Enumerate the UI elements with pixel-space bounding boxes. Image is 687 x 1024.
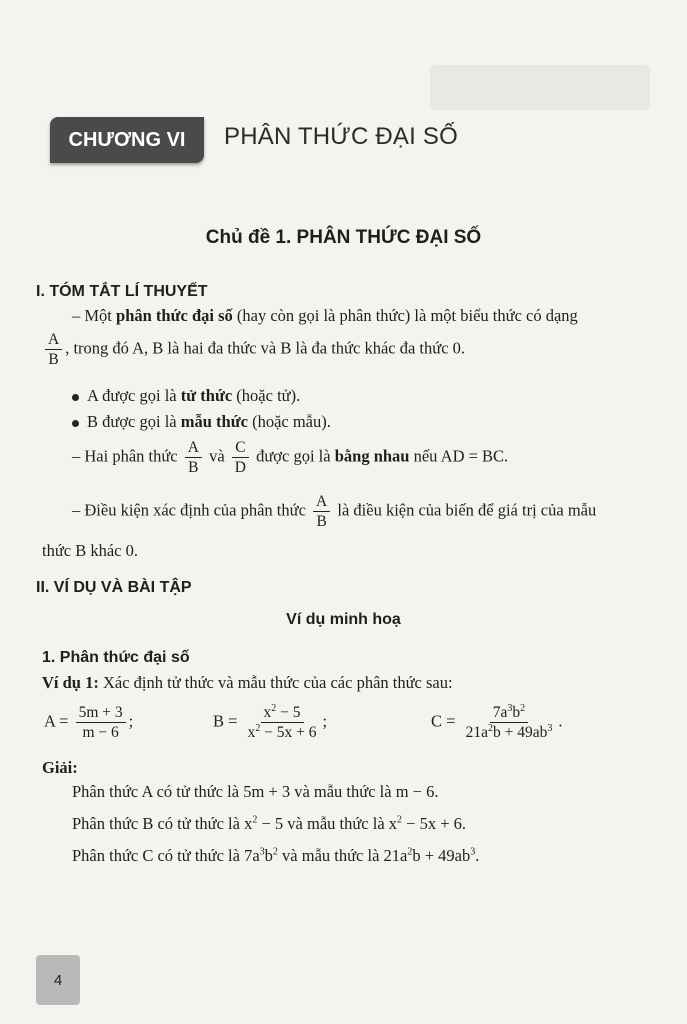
text: nếu AD = BC. [409, 446, 509, 466]
exponent: 2 [520, 702, 526, 714]
theory-paragraph-4 [72, 492, 662, 531]
numerator [261, 703, 304, 723]
fraction [76, 703, 126, 742]
fraction-a-over-b [185, 438, 202, 477]
text: x [244, 814, 253, 833]
text: – Điều kiện xác định của phân thức [72, 500, 306, 520]
formula-c: C = $\frac{7a^3b^2}{21a^2b + 49ab^3}$ . [431, 702, 563, 741]
term-denominator: mẫu thức [180, 412, 248, 431]
fraction-c-over-d [232, 438, 249, 477]
text: A được gọi là [87, 386, 181, 405]
text: − 5 [276, 704, 301, 721]
numerator: C [232, 438, 248, 458]
denominator: B [316, 513, 327, 530]
example-1-prompt [42, 672, 453, 694]
text: và mẫu thức là [283, 814, 389, 833]
text: 7a [244, 846, 260, 865]
text: x [263, 704, 272, 721]
exponent: 3 [547, 722, 553, 734]
topic-title: Chủ đề 1. PHÂN THỨC ĐẠI SỐ [205, 227, 482, 248]
exponent: 2 [407, 846, 413, 858]
numerator [490, 703, 528, 723]
theory-paragraph-3 [72, 438, 508, 477]
fraction-a-over-b [45, 330, 62, 369]
fraction [463, 703, 556, 742]
text: (hoặc mẫu). [247, 412, 331, 431]
text: , trong đó A, B là hai đa thức và B là đa thức khác đa thức 0. [65, 338, 466, 358]
text: b + 49ab [412, 846, 471, 865]
theory-paragraph-5: thức B khác 0. [42, 541, 139, 560]
text: − 5x + 6 [402, 814, 462, 833]
section-heading-examples: II. VÍ DỤ VÀ BÀI TẬP [36, 579, 192, 596]
denominator: D [234, 459, 246, 476]
text: – Một [72, 306, 117, 325]
examples-subheading: Ví dụ minh hoạ [286, 611, 401, 628]
denominator [463, 723, 556, 742]
math [389, 814, 462, 833]
solution-line-c: Phân thức C có tử thức là $7a^3b^2$ và mẫu thức là $21a^2b + 49ab^3$. [72, 846, 480, 865]
solution-label: Giải: [42, 758, 78, 777]
formula-a: A = $\frac{5m + 3}{m - 6}$ ; [44, 704, 134, 741]
numerator: A [313, 492, 330, 512]
bullet-icon [72, 420, 79, 427]
text: Phân thức B có tử thức là [72, 814, 245, 833]
text: Xác định tử thức và mẫu thức của các phân thức sau: [98, 673, 453, 692]
text: – Hai phân thức [72, 446, 178, 466]
text: là điều kiện của biến để giá trị của mẫu [337, 500, 597, 520]
text: b + 49ab [492, 724, 548, 741]
numerator: A [45, 330, 62, 350]
bleed-through-box [430, 65, 650, 110]
exponent: 2 [252, 814, 258, 826]
text: − 5x + 6 [260, 724, 317, 741]
math [384, 846, 476, 865]
text: và mẫu thức là [277, 846, 384, 865]
text: b [264, 846, 273, 865]
term-rational-expression: phân thức đại số [116, 306, 233, 325]
chapter-badge: CHƯƠNG VI [50, 117, 204, 163]
text: − 5 [257, 814, 284, 833]
exponent: 2 [487, 722, 493, 734]
bullet-icon [72, 394, 79, 401]
text: Phân thức A có tử thức là [72, 782, 244, 801]
text: được gọi là [256, 446, 335, 466]
text: và [209, 446, 225, 466]
theory-paragraph-1 [72, 305, 657, 327]
lhs: B = [213, 711, 238, 731]
solution-line-a [72, 781, 438, 803]
example-label: Ví dụ 1: [42, 673, 99, 692]
numerator: A [185, 438, 202, 458]
exponent: 2 [271, 702, 277, 714]
term-equal: bằng nhau [334, 446, 410, 466]
math [244, 814, 283, 833]
text: b [512, 704, 521, 721]
denominator: B [188, 459, 199, 476]
denominator [245, 723, 320, 742]
denominator: m − 6 [82, 724, 119, 741]
exponent: 3 [470, 846, 476, 858]
text: và mẫu thức là [290, 782, 396, 801]
chapter-title: PHÂN THỨC ĐẠI SỐ [224, 123, 458, 150]
exponent: 2 [255, 722, 261, 734]
term-numerator: tử thức [180, 386, 233, 405]
exponent: 2 [272, 846, 278, 858]
fraction [245, 703, 320, 742]
subsection-heading: 1. Phân thức đại số [42, 649, 190, 666]
exponent: 3 [259, 846, 265, 858]
theory-paragraph-2 [42, 330, 662, 369]
text: x [247, 724, 256, 741]
text: 7a [492, 704, 508, 721]
bullet-denominator [72, 411, 331, 433]
text: B được gọi là [87, 412, 181, 431]
formula-b: B = $\frac{x^2 - 5}{x^2 - 5x + 6}$ ; [213, 702, 328, 741]
text: x [388, 814, 398, 833]
lhs: A = [44, 711, 69, 731]
exponent: 3 [507, 702, 513, 714]
text: 21a [465, 724, 488, 741]
text: Phân thức C có tử thức là [72, 846, 245, 865]
page-number: 4 [36, 955, 80, 1005]
bullet-numerator [72, 385, 300, 407]
math: m − 6. [395, 782, 439, 801]
exponent: 2 [397, 814, 403, 826]
numerator: 5m + 3 [76, 703, 126, 723]
text: 21a [383, 846, 408, 865]
text: (hoặc tử). [232, 386, 301, 405]
math: 5m + 3 [243, 782, 291, 801]
lhs: C = [431, 711, 456, 731]
text: (hay còn gọi là phân thức) là một biểu thức có dạng [232, 306, 578, 325]
fraction-a-over-b [313, 492, 330, 531]
section-heading-theory: I. TÓM TẮT LÍ THUYẾT [36, 283, 208, 300]
math [244, 846, 278, 865]
solution-line-b: Phân thức B có tử thức là $x^2 - 5$ và mẫu thức là $x^2 - 5x + 6$. [72, 814, 467, 833]
denominator: B [48, 351, 59, 368]
